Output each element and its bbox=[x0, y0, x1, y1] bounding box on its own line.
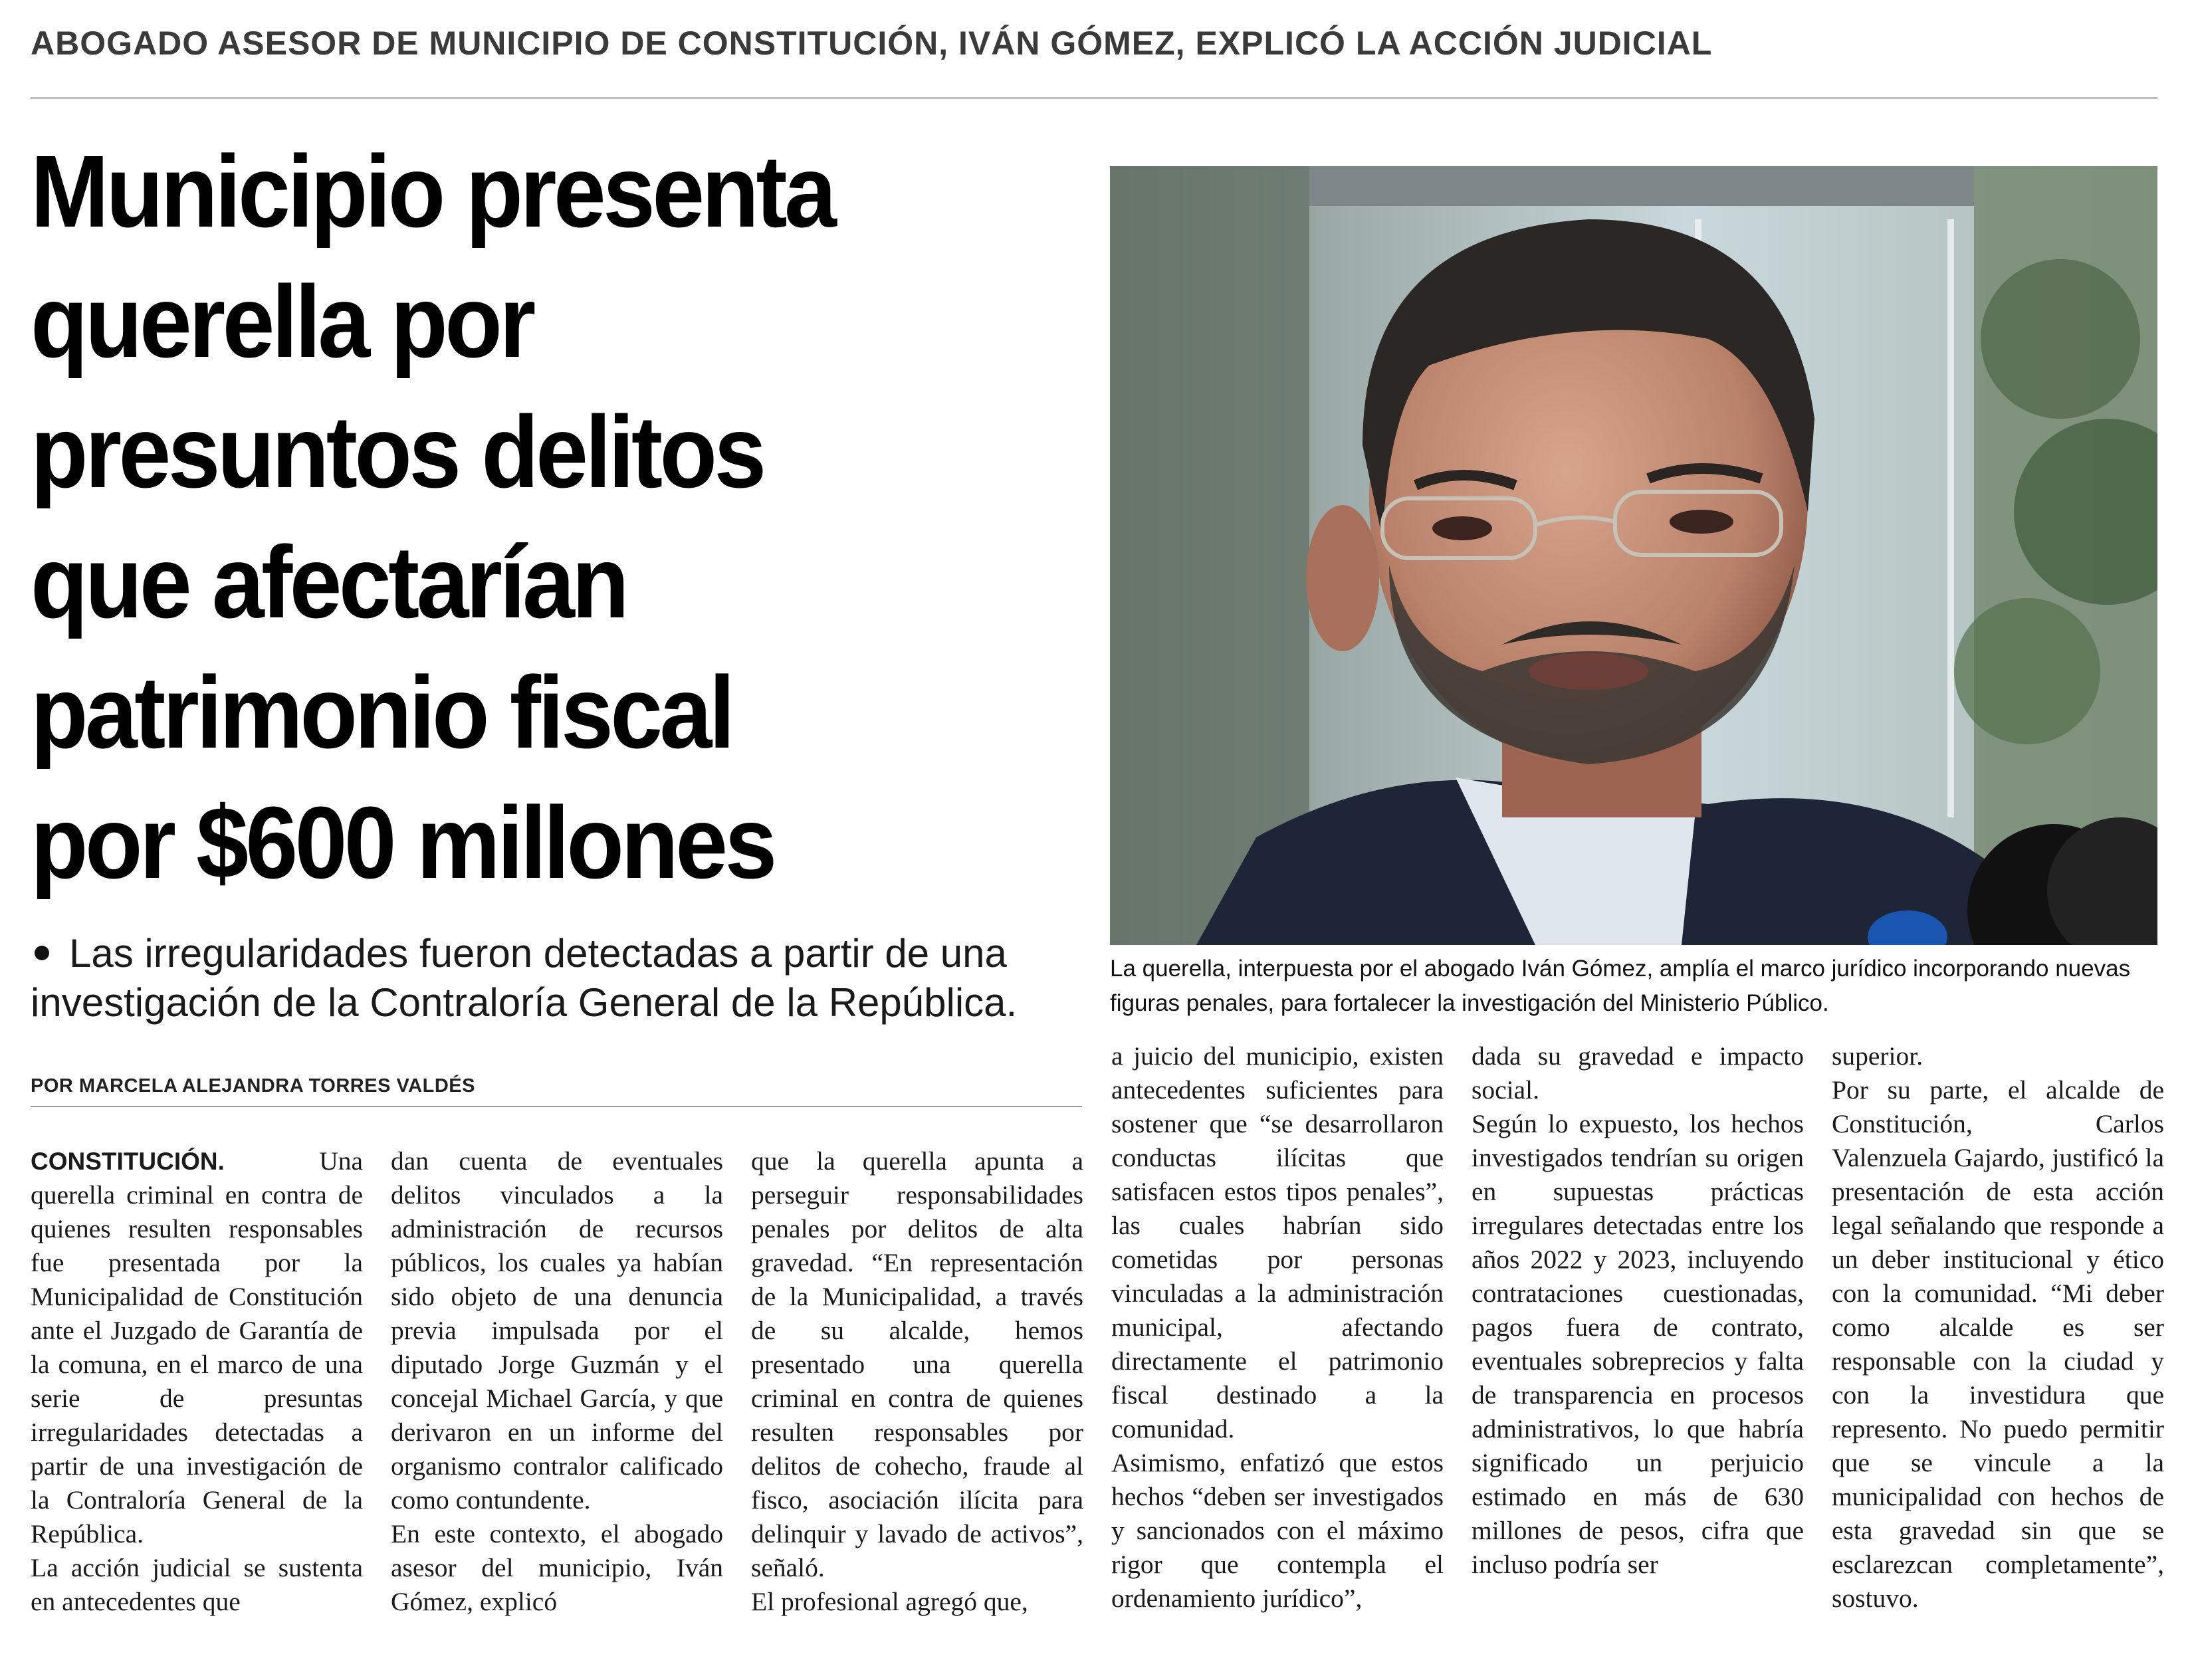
portrait-illustration bbox=[1110, 166, 2157, 945]
body-paragraph: Según lo expuesto, los hechos investigados tendrían su origen en supuestas prácticas irregulares detectadas entre los años 2022 y 2023, incluyendo contrataciones cuestionadas, pagos fuera de contrato, eventuales sobreprecios y falta de transparencia en procesos administrativos, lo que habría significado un perjuicio estimado en más de 630 millones de pesos, cifra que incluso podría ser bbox=[1472, 1109, 1804, 1579]
portrait-photo bbox=[1110, 166, 2157, 945]
headline-line: presuntos delitos bbox=[31, 395, 764, 509]
body-paragraph: superior. bbox=[1832, 1041, 1923, 1071]
deck-text: Las irregularidades fueron detectadas a partir de una investigación de la Contraloría General de la República. bbox=[31, 931, 1018, 1025]
body-paragraph: a juicio del municipio, existen antecedentes suficientes para sostener que “se desarrollaron conductas ilícitas que satisfacen estos tipos penales”, las cuales habrían sido cometidas por personas vinculadas a la administración municipal, afectando directamente el patrimonio fiscal destinado a la comunidad. bbox=[1111, 1041, 1444, 1443]
byline: POR MARCELA ALEJANDRA TORRES VALDÉS bbox=[31, 1075, 475, 1097]
top-rule bbox=[31, 97, 2157, 99]
deck bbox=[31, 929, 1067, 1027]
headline bbox=[31, 126, 984, 908]
body-paragraph bbox=[31, 1144, 363, 1551]
body-column-3 bbox=[751, 1144, 1083, 1619]
body-column-2 bbox=[391, 1144, 723, 1619]
body-paragraph: dan cuenta de eventuales delitos vinculados a la administración de recursos públicos, los cuales ya habían sido objeto de una denuncia previa impulsada por el diputado Jorge Guzmán y el concejal Michael García, y que derivaron en un informe del organismo contralor calificado como contundente. bbox=[391, 1146, 723, 1515]
body-paragraph: La acción judicial se sustenta en antecedentes que bbox=[31, 1553, 363, 1616]
byline-rule bbox=[31, 1106, 1082, 1107]
body-column-1 bbox=[31, 1144, 363, 1619]
body-paragraph: Asimismo, enfatizó que estos hechos “deben ser investigados y sancionados con el máximo rigor que contempla el ordenamiento jurídico”, bbox=[1111, 1448, 1444, 1613]
body-paragraph: que la querella apunta a perseguir responsabilidades penales por delitos de alta gravedad. “En representación de la Municipalidad, a través de su alcalde, hemos presentado una querella criminal en contra de quienes resulten responsables por delitos de cohecho, fraude al fisco, asociación ilícita para delinquir y lavado de activos”, señaló. bbox=[751, 1146, 1083, 1582]
bullet-icon bbox=[35, 946, 49, 960]
body-column-6 bbox=[1832, 1039, 2164, 1616]
headline-line: querella por bbox=[31, 264, 533, 379]
body-paragraph: El profesional agregó que, bbox=[751, 1587, 1028, 1616]
body-paragraph: En este contexto, el abogado asesor del municipio, Iván Gómez, explicó bbox=[391, 1519, 723, 1616]
headline-line: por $600 millones bbox=[31, 786, 774, 900]
headline-line: Municipio presenta bbox=[31, 134, 834, 249]
paragraph-text: Una querella criminal en contra de quienes resulten responsables fue presentada por la Municipalidad de Constitución ante el Juzgado de Garantía de la comuna, en el marco de una serie de presuntas irregularidades detectadas a partir de una investigación de la Contraloría General de la República. bbox=[31, 1146, 363, 1548]
headline-line: patrimonio fiscal bbox=[31, 655, 732, 770]
body-column-5 bbox=[1472, 1039, 1804, 1582]
body-column-4 bbox=[1111, 1039, 1444, 1616]
body-paragraph: dada su gravedad e impacto social. bbox=[1472, 1041, 1804, 1104]
photo-caption: La querella, interpuesta por el abogado Iván Gómez, amplía el marco jurídico incorporando nuevas figuras penales, para fortalecer la investigación del Ministerio Público. bbox=[1110, 956, 2131, 1016]
kicker: ABOGADO ASESOR DE MUNICIPIO DE CONSTITUCIÓN, IVÁN GÓMEZ, EXPLICÓ LA ACCIÓN JUDICIAL bbox=[31, 25, 1713, 62]
dateline: CONSTITUCIÓN. bbox=[31, 1148, 225, 1175]
headline-line: que afectarían bbox=[31, 525, 627, 639]
body-paragraph: Por su parte, el alcalde de Constitución, Carlos Valenzuela Gajardo, justificó la presentación de esta acción legal señalando que responde a un deber institucional y ético con la comunidad. “Mi deber como alcalde es ser responsable con la ciudad y con la investidura que represento. No puedo permitir que se vincule a la municipalidad con hechos de esta gravedad sin que se esclarezcan completamente”, sostuvo. bbox=[1832, 1075, 2164, 1613]
